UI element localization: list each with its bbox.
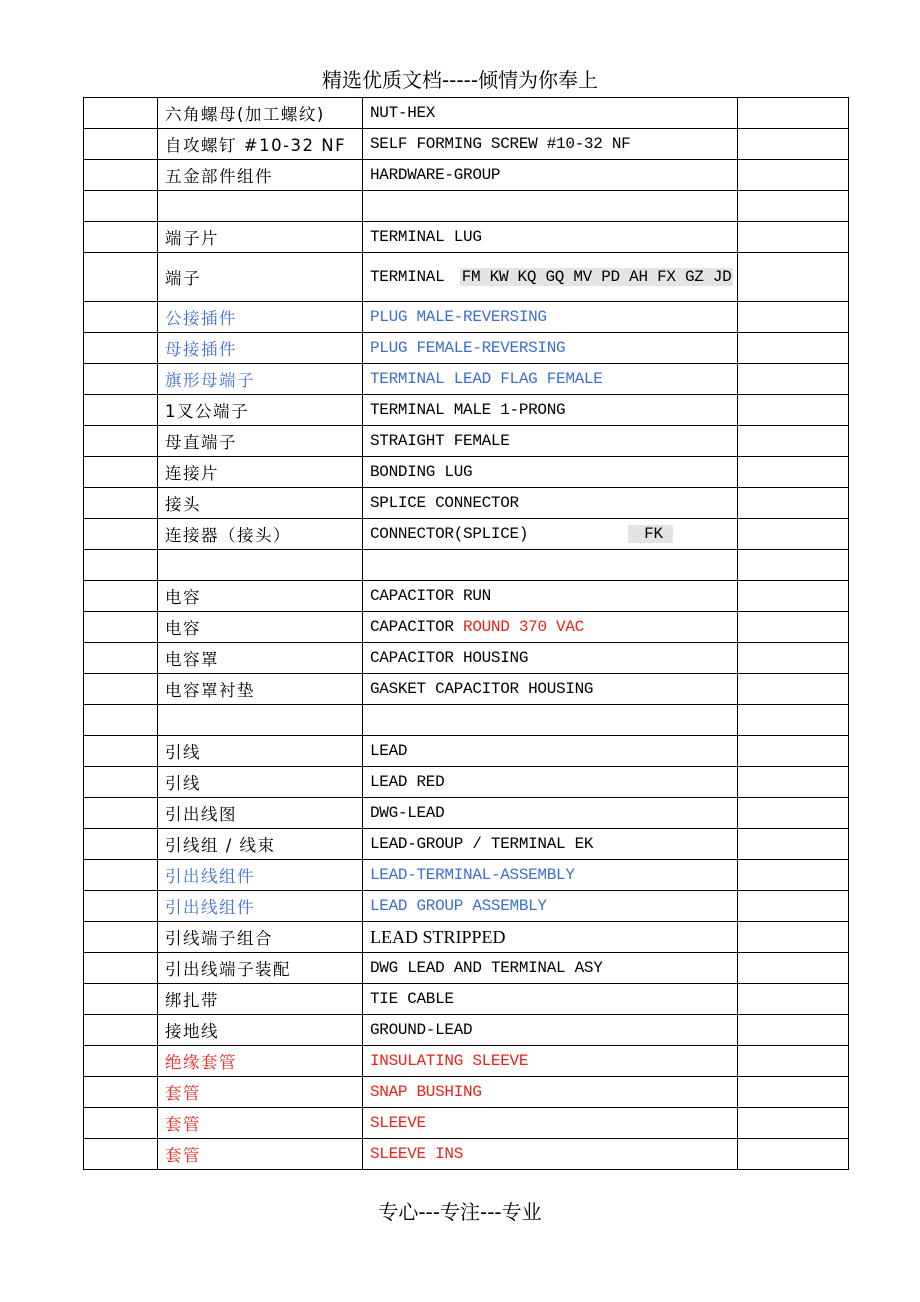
english-term-cell xyxy=(363,829,738,860)
english-term-text: GROUND-LEAD xyxy=(370,1021,473,1039)
notes-cell xyxy=(738,550,849,581)
notes-cell xyxy=(738,581,849,612)
english-term-cell xyxy=(363,426,738,457)
chinese-term-cell: 连接片 xyxy=(158,457,363,488)
table-row xyxy=(84,160,849,191)
english-term-text: SLEEVE INS xyxy=(370,1145,464,1163)
notes-cell xyxy=(738,736,849,767)
english-term-text: CAPACITOR xyxy=(370,618,454,636)
table-row xyxy=(84,1077,849,1108)
index-cell xyxy=(84,550,158,581)
english-term-text: SNAP BUSHING xyxy=(370,1083,482,1101)
chinese-term-cell: 1叉公端子 xyxy=(158,395,363,426)
notes-cell xyxy=(738,829,849,860)
notes-cell xyxy=(738,364,849,395)
notes-cell xyxy=(738,191,849,222)
notes-cell xyxy=(738,1015,849,1046)
glossary-table xyxy=(83,97,849,1170)
english-term-cell xyxy=(363,129,738,160)
index-cell xyxy=(84,581,158,612)
english-term-cell xyxy=(363,364,738,395)
english-term-cell xyxy=(363,191,738,222)
english-term-text: TERMINAL xyxy=(370,268,445,286)
chinese-term-cell: 五金部件组件 xyxy=(158,160,363,191)
notes-cell xyxy=(738,1077,849,1108)
english-term-text: SLEEVE xyxy=(370,1114,426,1132)
index-cell xyxy=(84,860,158,891)
table-row xyxy=(84,984,849,1015)
chinese-term-cell: 套管 xyxy=(158,1108,363,1139)
table-row xyxy=(84,798,849,829)
english-term-cell xyxy=(363,1046,738,1077)
english-term-cell xyxy=(363,395,738,426)
chinese-term-cell: 电容罩衬垫 xyxy=(158,674,363,705)
notes-cell xyxy=(738,457,849,488)
chinese-term-cell: 公接插件 xyxy=(158,302,363,333)
chinese-term-cell: 接地线 xyxy=(158,1015,363,1046)
notes-cell xyxy=(738,222,849,253)
english-term-text: TERMINAL LUG xyxy=(370,228,482,246)
chinese-term-cell: 电容 xyxy=(158,612,363,643)
english-term-text: SPLICE CONNECTOR xyxy=(370,494,519,512)
notes-cell xyxy=(738,302,849,333)
chinese-term-cell: 端子片 xyxy=(158,222,363,253)
index-cell xyxy=(84,922,158,953)
chinese-term-cell: 六角螺母(加工螺纹) xyxy=(158,98,363,129)
chinese-term-cell: 自攻螺钉 #10-32 NF xyxy=(158,129,363,160)
notes-cell xyxy=(738,1046,849,1077)
index-cell xyxy=(84,222,158,253)
english-term-text: SELF FORMING SCREW #10-32 NF xyxy=(370,135,631,153)
index-cell xyxy=(84,364,158,395)
chinese-term-cell: 引线 xyxy=(158,767,363,798)
index-cell xyxy=(84,519,158,550)
english-term-text: DWG-LEAD xyxy=(370,804,445,822)
notes-cell xyxy=(738,426,849,457)
notes-cell xyxy=(738,953,849,984)
code-tag-text: FM KW KQ GQ MV PD AH FX GZ JD xyxy=(461,268,732,286)
index-cell xyxy=(84,488,158,519)
english-term-text: LEAD xyxy=(370,742,408,760)
english-term-text: GASKET CAPACITOR HOUSING xyxy=(370,680,594,698)
english-term-text: STRAIGHT FEMALE xyxy=(370,432,510,450)
chinese-term-cell: 套管 xyxy=(158,1077,363,1108)
chinese-term-cell: 引出线图 xyxy=(158,798,363,829)
index-cell xyxy=(84,395,158,426)
chinese-term-cell: 引线端子组合 xyxy=(158,922,363,953)
english-term-cell xyxy=(363,953,738,984)
notes-cell xyxy=(738,798,849,829)
index-cell xyxy=(84,160,158,191)
index-cell xyxy=(84,953,158,984)
english-term-cell xyxy=(363,302,738,333)
table-row xyxy=(84,457,849,488)
index-cell xyxy=(84,1015,158,1046)
english-term-cell xyxy=(363,253,738,302)
table-row xyxy=(84,1015,849,1046)
notes-cell xyxy=(738,333,849,364)
english-term-cell xyxy=(363,1015,738,1046)
chinese-term-cell: 电容 xyxy=(158,581,363,612)
index-cell xyxy=(84,1139,158,1170)
chinese-term-cell: 电容罩 xyxy=(158,643,363,674)
index-cell xyxy=(84,984,158,1015)
notes-cell xyxy=(738,129,849,160)
english-term-cell xyxy=(363,1108,738,1139)
table-row xyxy=(84,550,849,581)
english-term-text: DWG LEAD AND TERMINAL ASY xyxy=(370,959,603,977)
table-row xyxy=(84,1046,849,1077)
index-cell xyxy=(84,253,158,302)
table-row xyxy=(84,488,849,519)
english-term-cell xyxy=(363,922,738,953)
english-term-cell xyxy=(363,457,738,488)
notes-cell xyxy=(738,612,849,643)
english-term-text: TIE CABLE xyxy=(370,990,454,1008)
english-term-cell xyxy=(363,1077,738,1108)
english-term-text: LEAD-GROUP / TERMINAL EK xyxy=(370,835,594,853)
table-row xyxy=(84,1108,849,1139)
chinese-term-cell xyxy=(158,550,363,581)
index-cell xyxy=(84,129,158,160)
english-term-text: TERMINAL LEAD FLAG FEMALE xyxy=(370,370,603,388)
notes-cell xyxy=(738,395,849,426)
chinese-term-cell: 接头 xyxy=(158,488,363,519)
english-term-cell xyxy=(363,1139,738,1170)
table-row xyxy=(84,519,849,550)
chinese-term-cell: 套管 xyxy=(158,1139,363,1170)
english-term-cell xyxy=(363,98,738,129)
notes-cell xyxy=(738,891,849,922)
page-footer: 专心---专注---专业 xyxy=(378,1200,542,1224)
english-term-text: TERMINAL MALE 1-PRONG xyxy=(370,401,566,419)
english-term-text: CONNECTOR(SPLICE) xyxy=(370,525,529,543)
english-term-text: PLUG FEMALE-REVERSING xyxy=(370,339,566,357)
table-row xyxy=(84,302,849,333)
table-row xyxy=(84,253,849,302)
english-term-text: LEAD-TERMINAL-ASSEMBLY xyxy=(370,866,575,884)
notes-cell xyxy=(738,922,849,953)
chinese-term-cell: 引出线组件 xyxy=(158,891,363,922)
english-term-cell xyxy=(363,519,738,550)
index-cell xyxy=(84,705,158,736)
english-term-cell xyxy=(363,767,738,798)
index-cell xyxy=(84,612,158,643)
index-cell xyxy=(84,302,158,333)
notes-cell xyxy=(738,705,849,736)
chinese-term-cell: 绑扎带 xyxy=(158,984,363,1015)
table-row xyxy=(84,581,849,612)
chinese-term-cell: 引线组 / 线束 xyxy=(158,829,363,860)
english-term-text: LEAD STRIPPED xyxy=(370,926,506,947)
notes-cell xyxy=(738,643,849,674)
table-row xyxy=(84,674,849,705)
notes-cell xyxy=(738,519,849,550)
chinese-term-cell: 母接插件 xyxy=(158,333,363,364)
notes-cell xyxy=(738,860,849,891)
english-term-text: HARDWARE-GROUP xyxy=(370,166,501,184)
chinese-term-cell: 绝缘套管 xyxy=(158,1046,363,1077)
index-cell xyxy=(84,643,158,674)
index-cell xyxy=(84,736,158,767)
notes-cell xyxy=(738,1108,849,1139)
english-term-cell xyxy=(363,674,738,705)
english-term-cell xyxy=(363,160,738,191)
table-row xyxy=(84,364,849,395)
english-term-text: CAPACITOR HOUSING xyxy=(370,649,529,667)
table-row xyxy=(84,953,849,984)
english-term-cell xyxy=(363,222,738,253)
english-term-text: NUT-HEX xyxy=(370,104,436,122)
table-row xyxy=(84,1139,849,1170)
chinese-term-cell: 旗形母端子 xyxy=(158,364,363,395)
table-row xyxy=(84,612,849,643)
table-row xyxy=(84,395,849,426)
english-term-cell xyxy=(363,891,738,922)
table-row xyxy=(84,705,849,736)
table-row xyxy=(84,333,849,364)
english-term-text: LEAD GROUP ASSEMBLY xyxy=(370,897,547,915)
english-term-cell xyxy=(363,581,738,612)
table-row xyxy=(84,222,849,253)
english-term-cell xyxy=(363,333,738,364)
table-row xyxy=(84,922,849,953)
english-term-cell xyxy=(363,705,738,736)
english-term-text: PLUG MALE-REVERSING xyxy=(370,308,547,326)
index-cell xyxy=(84,891,158,922)
highlighted-term-text: ROUND 370 VAC xyxy=(463,618,584,636)
chinese-term-cell: 引线 xyxy=(158,736,363,767)
index-cell xyxy=(84,1108,158,1139)
index-cell xyxy=(84,767,158,798)
english-term-text: INSULATING SLEEVE xyxy=(370,1052,529,1070)
table-row xyxy=(84,643,849,674)
notes-cell xyxy=(738,984,849,1015)
index-cell xyxy=(84,829,158,860)
english-term-cell xyxy=(363,736,738,767)
index-cell xyxy=(84,333,158,364)
index-cell xyxy=(84,98,158,129)
index-cell xyxy=(84,1046,158,1077)
code-tag-text: FK xyxy=(628,525,673,543)
english-term-text: LEAD RED xyxy=(370,773,445,791)
notes-cell xyxy=(738,488,849,519)
english-term-cell xyxy=(363,860,738,891)
english-term-cell xyxy=(363,488,738,519)
notes-cell xyxy=(738,253,849,302)
table-row xyxy=(84,767,849,798)
chinese-term-cell xyxy=(158,705,363,736)
chinese-term-cell: 引出线端子装配 xyxy=(158,953,363,984)
notes-cell xyxy=(738,674,849,705)
table-row xyxy=(84,426,849,457)
english-term-cell xyxy=(363,612,738,643)
chinese-term-cell: 母直端子 xyxy=(158,426,363,457)
english-term-cell xyxy=(363,984,738,1015)
chinese-term-cell: 连接器（接头） xyxy=(158,519,363,550)
index-cell xyxy=(84,1077,158,1108)
english-term-text: CAPACITOR RUN xyxy=(370,587,491,605)
english-term-cell xyxy=(363,798,738,829)
notes-cell xyxy=(738,1139,849,1170)
table-row xyxy=(84,860,849,891)
index-cell xyxy=(84,674,158,705)
table-row xyxy=(84,891,849,922)
index-cell xyxy=(84,426,158,457)
chinese-term-cell xyxy=(158,191,363,222)
chinese-term-cell: 引出线组件 xyxy=(158,860,363,891)
notes-cell xyxy=(738,767,849,798)
english-term-cell xyxy=(363,643,738,674)
index-cell xyxy=(84,798,158,829)
english-term-text: BONDING LUG xyxy=(370,463,473,481)
index-cell xyxy=(84,191,158,222)
chinese-term-cell: 端子 xyxy=(158,253,363,302)
table-row xyxy=(84,736,849,767)
table-row xyxy=(84,829,849,860)
page-header: 精选优质文档-----倾情为你奉上 xyxy=(321,68,599,92)
notes-cell xyxy=(738,98,849,129)
index-cell xyxy=(84,457,158,488)
table-row xyxy=(84,129,849,160)
table-row xyxy=(84,191,849,222)
notes-cell xyxy=(738,160,849,191)
english-term-cell xyxy=(363,550,738,581)
table-row xyxy=(84,98,849,129)
